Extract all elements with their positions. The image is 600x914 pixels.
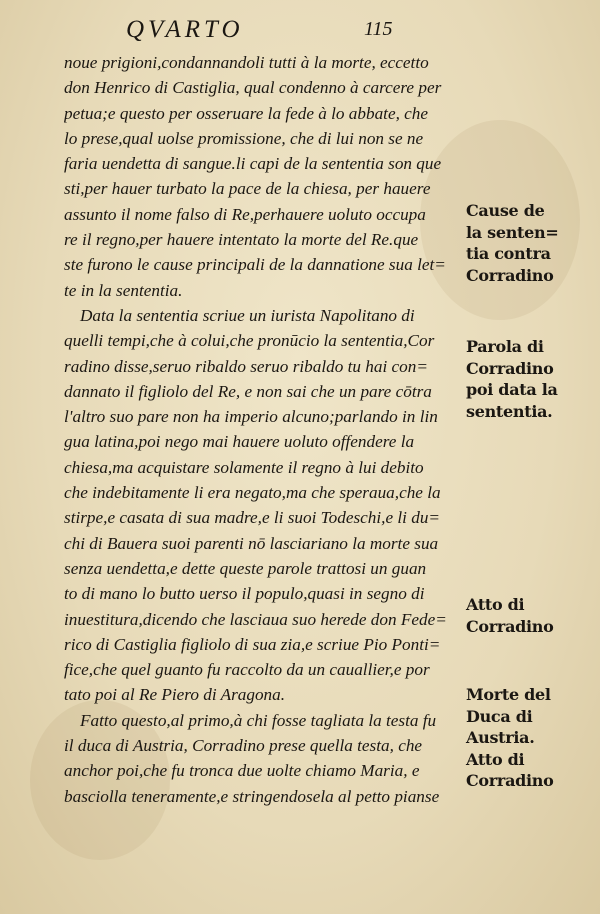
text-line: inuestitura,dicendo che lasciaua suo herede don Fede=	[64, 609, 447, 629]
text-line: fice,che quel guanto fu raccolto da un cauallier,e por	[64, 660, 430, 680]
margin-note-line: Atto di	[466, 749, 525, 769]
margin-note-line: Corradino	[466, 771, 554, 790]
text-line: tato poi al Re Piero di Aragona.	[64, 685, 286, 705]
text-line: chi di Bauera suoi parenti nō lasciariano la morte sua	[64, 533, 439, 553]
text-line: sti,per hauer turbato la pace de la chiesa, per hauere	[64, 179, 431, 199]
margin-note-line: poi data la	[466, 380, 558, 399]
text-line: anchor poi,che fu tronca due uolte chiamo Maria, e	[64, 761, 420, 781]
text-line: dannato il figliolo del Re, e non sai che un pare cōtra	[64, 381, 432, 401]
margin-note	[466, 594, 594, 637]
text-line: l'altro suo pare non ha imperio alcuno;parlando in lin	[64, 407, 438, 427]
margin-note-line: la senten=	[466, 222, 559, 242]
margin-note-line: Corradino	[466, 616, 554, 636]
margin-note-line: sententia.	[466, 401, 553, 421]
text-line: Data la sententia scriue un iurista Napolitano di	[80, 305, 415, 325]
text-line: te in la sententia.	[64, 280, 183, 300]
text-line: lo prese,qual uolse promissione, che di lui non se ne	[64, 128, 424, 148]
margin-note	[466, 684, 594, 792]
text-line: quelli tempi,che à colui,che pronūcio la sententia,Cor	[64, 331, 435, 351]
margin-note-line: Corradino	[466, 358, 554, 378]
text-line: ste furono le cause principali de la dannatione sua let=	[64, 255, 446, 275]
text-line: il duca di Austria, Corradino prese quella testa, che	[64, 736, 423, 756]
text-line: radino disse,seruo ribaldo seruo ribaldo tu hai con=	[64, 356, 428, 376]
text-line: che indebitamente li era negato,ma che speraua,che la	[64, 483, 441, 503]
margin-note-line: Atto di	[466, 595, 525, 614]
text-line: gua latina,poi nego mai hauere uoluto offendere la	[64, 432, 415, 452]
margin-note	[466, 200, 594, 286]
text-line: to di mano lo butto uerso il populo,quasi in segno di	[64, 584, 425, 604]
text-line: noue prigioni,condannandoli tutti à la morte, eccetto	[64, 53, 429, 72]
margin-note-line: Cause de	[466, 201, 545, 220]
text-line: chiesa,ma acquistare solamente il regno à lui debito	[64, 457, 424, 477]
text-line: senza uendetta,e dette queste parole trattosi un guan	[64, 558, 427, 578]
text-line: rico di Castiglia figliolo di sua zia,e scriue Pio Ponti=	[64, 634, 441, 654]
margin-note-line: Morte del	[466, 685, 551, 704]
text-line: stirpe,e casata di sua madre,e li suoi Todeschi,e li du=	[64, 508, 441, 528]
page-header	[0, 14, 600, 48]
text-line: petua;e questo per osseruare la fede à lo abbate, che	[64, 103, 429, 123]
text-line: basciolla teneramente,e stringendosela al petto pianse	[64, 786, 440, 806]
margin-note	[466, 336, 594, 422]
margin-note-line: tia contra	[466, 244, 551, 263]
text-line: faria uendetta di sangue.li capi de la sententia son que	[64, 154, 442, 174]
margin-note-line: Duca di	[466, 706, 533, 726]
text-line: re il regno,per hauere intentato la morte del Re.que	[64, 230, 419, 250]
margin-note-line: Austria.	[466, 728, 535, 747]
running-head: QVARTO	[126, 16, 244, 43]
main-text-block	[64, 50, 464, 809]
text-line: don Henrico di Castiglia, qual condenno à carcere per	[64, 78, 442, 98]
page-number: 115	[364, 18, 393, 40]
margin-note-line: Parola di	[466, 337, 544, 356]
margin-note-line: Corradino	[466, 265, 554, 285]
text-line: assunto il nome falso di Re,perhauere uoluto occupa	[64, 204, 426, 224]
text-line: Fatto questo,al primo,à chi fosse tagliata la testa fu	[80, 710, 437, 730]
